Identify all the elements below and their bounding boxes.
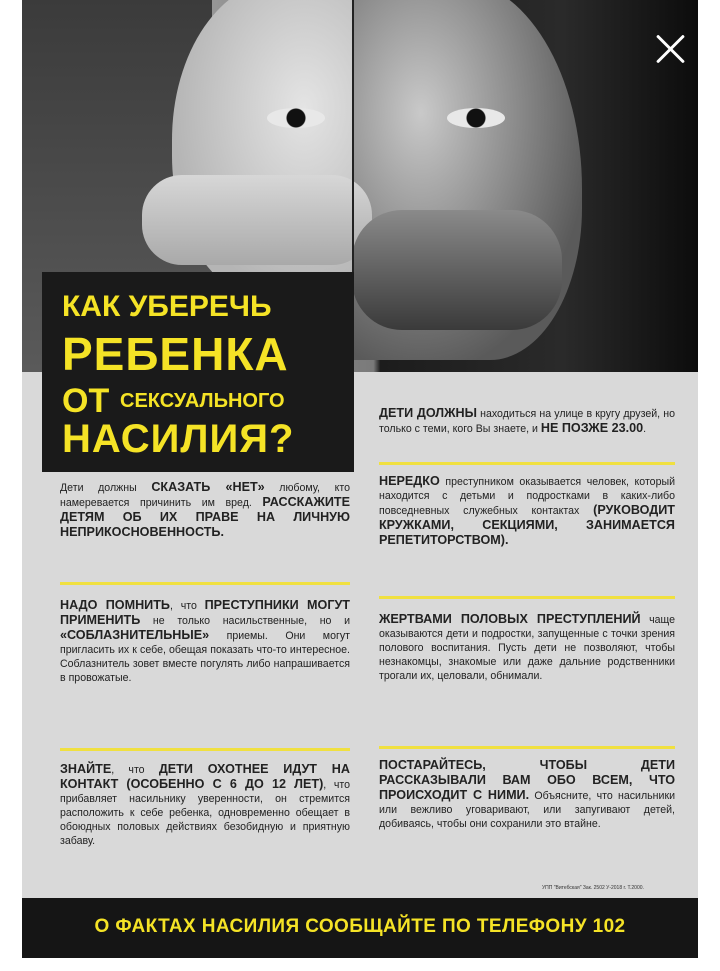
- right-paragraph-3: ЖЕРТВАМИ ПОЛОВЫХ ПРЕСТУПЛЕНИЙ чаще оказываются дети и подростки, запущенные с точки зрения полового воспитания. Пусть дети не позволяют, чтобы незнакомцы, знакомые или даже дальние родственники трогали их, целовали, обнимали.: [379, 612, 676, 682]
- left-paragraph-1: Дети должны СКАЗАТЬ «НЕТ» любому, кто намеревается причинить им вред. РАССКАЖИТЕ ДЕТЯМ ОБ ИХ ПРАВЕ НА ЛИЧНУЮ НЕПРИКОСНОВЕННОСТЬ.: [60, 480, 350, 539]
- separator: [60, 582, 350, 585]
- title-line-4: НАСИЛИЯ?: [62, 417, 295, 461]
- title-box: [42, 272, 354, 472]
- imprint: УПП "Витебская" Зак. 2502 У-2018 г. Т.2000.: [542, 885, 644, 891]
- footer-text: О ФАКТАХ НАСИЛИЯ СООБЩАЙТЕ ПО ТЕЛЕФОНУ 102: [94, 916, 626, 937]
- close-icon[interactable]: [650, 28, 692, 70]
- right-paragraph-4: ПОСТАРАЙТЕСЬ, ЧТОБЫ ДЕТИ РАССКАЗЫВАЛИ ВАМ ОБО ВСЕМ, ЧТО ПРОИСХОДИТ С НИМИ. Объясните, что насильники или вежливо уговаривают, или запугивают детей, добиваясь, чтобы они сохранили это втайне.: [379, 758, 675, 830]
- title-line-3a: ОТ: [62, 382, 110, 420]
- separator: [379, 596, 675, 599]
- left-paragraph-3: ЗНАЙТЕ, что ДЕТИ ОХОТНЕЕ ИДУТ НА КОНТАКТ (ОСОБЕННО С 6 ДО 12 ЛЕТ), что прибавляет насильнику уверенности, он стремится расположить к себе ребенка, одновременно обещает в обоюдных половых действиях безобидную и приятную забаву.: [60, 762, 350, 847]
- separator: [379, 746, 675, 749]
- title-line-2: РЕБЕНКА: [62, 328, 289, 380]
- right-paragraph-1: ДЕТИ ДОЛЖНЫ находиться на улице в кругу друзей, но только с теми, кого Вы знаете, и НЕ ПОЗЖЕ 23.00.: [379, 406, 675, 435]
- poster: [22, 0, 698, 958]
- footer-banner: [22, 898, 698, 958]
- left-paragraph-2: НАДО ПОМНИТЬ, что ПРЕСТУПНИКИ МОГУТ ПРИМЕНИТЬ не только насильственные, но и «СОБЛАЗНИТЕЛЬНЫЕ» приемы. Они могут пригласить их к себе, обещая показать что-то интересное. Соблазнитель зовет вместе погулять либо напрашивается в провожатые.: [60, 598, 350, 684]
- separator: [60, 748, 350, 751]
- right-paragraph-2: НЕРЕДКО преступником оказывается человек, который находится с детьми и подростками в каких-либо повседневных служебных контактах (РУКОВОДИТ КРУЖКАМИ, СЕКЦИЯМИ, ЗАНИМАЕТСЯ РЕПЕТИТОРСТВОМ).: [379, 474, 675, 547]
- separator: [379, 462, 675, 465]
- title-line-3b: СЕКСУАЛЬНОГО: [120, 390, 285, 412]
- title-line-1: КАК УБЕРЕЧЬ: [62, 290, 272, 323]
